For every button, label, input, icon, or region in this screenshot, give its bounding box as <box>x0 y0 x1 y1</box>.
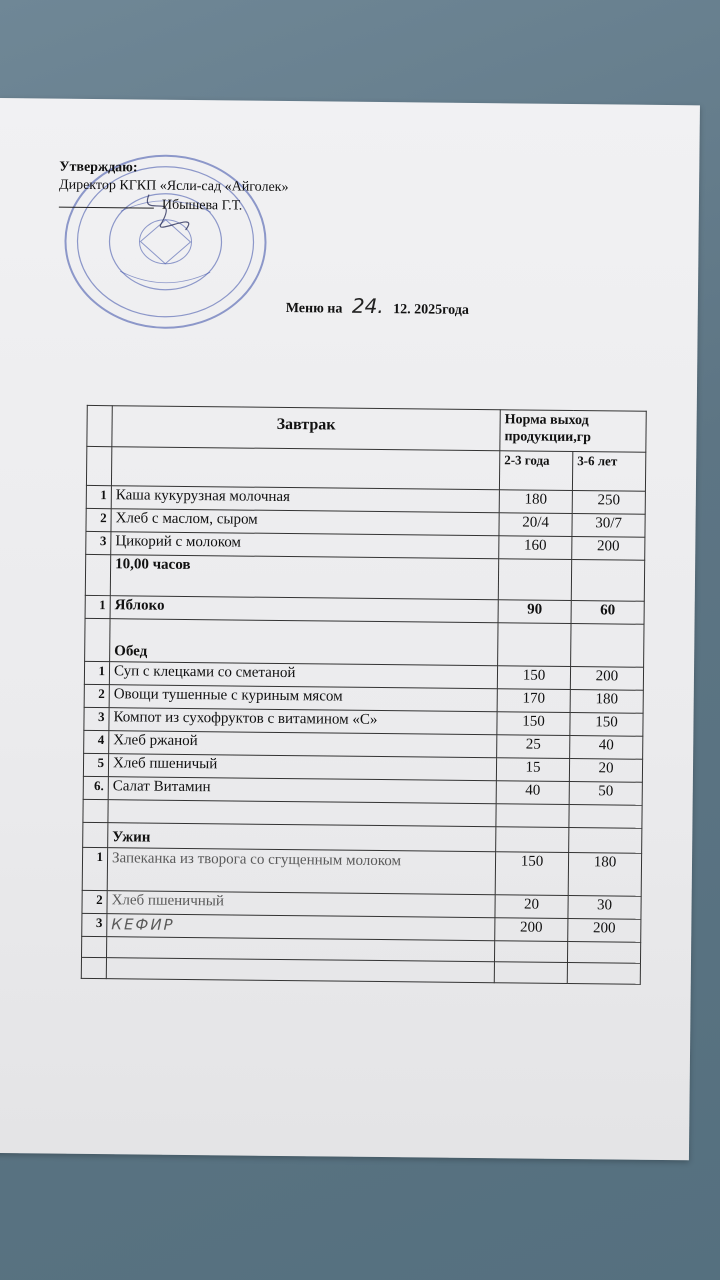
dish-name: Хлеб с маслом, сыром <box>111 509 499 536</box>
row-number: 1 <box>84 661 109 684</box>
row-number: 1 <box>82 847 107 890</box>
approval-block <box>59 159 289 216</box>
row-number: 2 <box>86 508 111 531</box>
portion-3-6: 40 <box>570 736 643 760</box>
row-number: 2 <box>82 890 107 913</box>
portion-2-3: 25 <box>497 735 570 759</box>
approval-title: Утверждаю: <box>59 159 138 176</box>
row-number: 3 <box>86 531 111 554</box>
dish-name: Цикорий с молоком <box>111 532 499 559</box>
portion-2-3: 20 <box>495 895 568 919</box>
portion-2-3: 170 <box>497 689 570 713</box>
menu-title-day: 24. <box>351 293 384 319</box>
dish-name: КЕФИР <box>107 914 495 941</box>
portion-3-6: 180 <box>570 690 643 714</box>
portion-3-6: 250 <box>572 491 645 515</box>
dish-name: Овощи тушенные с куриным мясом <box>109 685 497 712</box>
snack-section-header: 10,00 часов <box>110 555 498 600</box>
row-number: 1 <box>86 485 111 508</box>
portion-3-6: 20 <box>569 759 642 783</box>
dish-name: Хлеб ржаной <box>109 731 497 758</box>
row-number: 1 <box>85 595 110 618</box>
row-number: 4 <box>84 730 109 753</box>
row-number: 2 <box>84 684 109 707</box>
row-number: 3 <box>82 913 107 936</box>
table-row <box>82 847 641 896</box>
portion-2-3: 20/4 <box>499 513 572 537</box>
portion-2-3: 90 <box>498 600 571 624</box>
approval-name: Ибышева Г.Т. <box>161 197 243 214</box>
dish-name: Яблоко <box>110 596 498 623</box>
portion-3-6: 200 <box>572 537 645 561</box>
menu-table <box>81 405 647 985</box>
menu-title-prefix: Меню на <box>285 301 343 317</box>
portion-2-3: 150 <box>497 712 570 736</box>
menu-title <box>286 293 469 319</box>
row-number: 6. <box>83 776 108 799</box>
portion-3-6: 150 <box>570 713 643 737</box>
dish-name: Компот из сухофруктов с витамином «С» <box>109 708 497 735</box>
portion-3-6: 30/7 <box>572 514 645 538</box>
portion-2-3: 180 <box>499 490 572 514</box>
portion-2-3: 160 <box>499 536 572 560</box>
portion-3-6: 60 <box>571 601 644 625</box>
norm-header: Норма выход продукции,гр <box>500 410 646 453</box>
age-3-6: 3-6 лет <box>572 452 645 492</box>
portion-2-3: 200 <box>495 918 568 942</box>
lunch-section-header: Обед <box>110 619 498 666</box>
portion-2-3: 150 <box>495 852 568 896</box>
menu-sheet <box>0 98 700 1160</box>
dish-name: Салат Витамин <box>108 777 496 804</box>
approval-position: Директор КГКП «Ясли-сад «Айголек» <box>59 177 289 196</box>
portion-2-3: 40 <box>496 781 569 805</box>
dish-name: Хлеб пшеничный <box>107 891 495 918</box>
portion-2-3: 150 <box>497 666 570 690</box>
portion-2-3: 15 <box>496 758 569 782</box>
dish-name: Суп с клецками со сметаной <box>109 662 497 689</box>
portion-3-6: 30 <box>568 895 641 919</box>
dish-name: Хлеб пшеничый <box>108 754 496 781</box>
portion-3-6: 200 <box>568 918 641 942</box>
age-2-3: 2-3 года <box>499 451 572 491</box>
row-number: 5 <box>83 753 108 776</box>
portion-3-6: 180 <box>568 852 641 896</box>
signature-line <box>59 195 154 209</box>
portion-3-6: 50 <box>569 781 642 805</box>
breakfast-header: Завтрак <box>112 406 500 451</box>
menu-title-rest: 12. 2025года <box>393 302 469 318</box>
row-number: 3 <box>84 707 109 730</box>
portion-3-6: 200 <box>570 667 643 691</box>
dish-name: Запеканка из творога со сгущенным молоком <box>107 848 495 895</box>
dinner-section-header: Ужин <box>108 823 496 852</box>
dish-name: Каша кукурузная молочная <box>111 486 499 513</box>
